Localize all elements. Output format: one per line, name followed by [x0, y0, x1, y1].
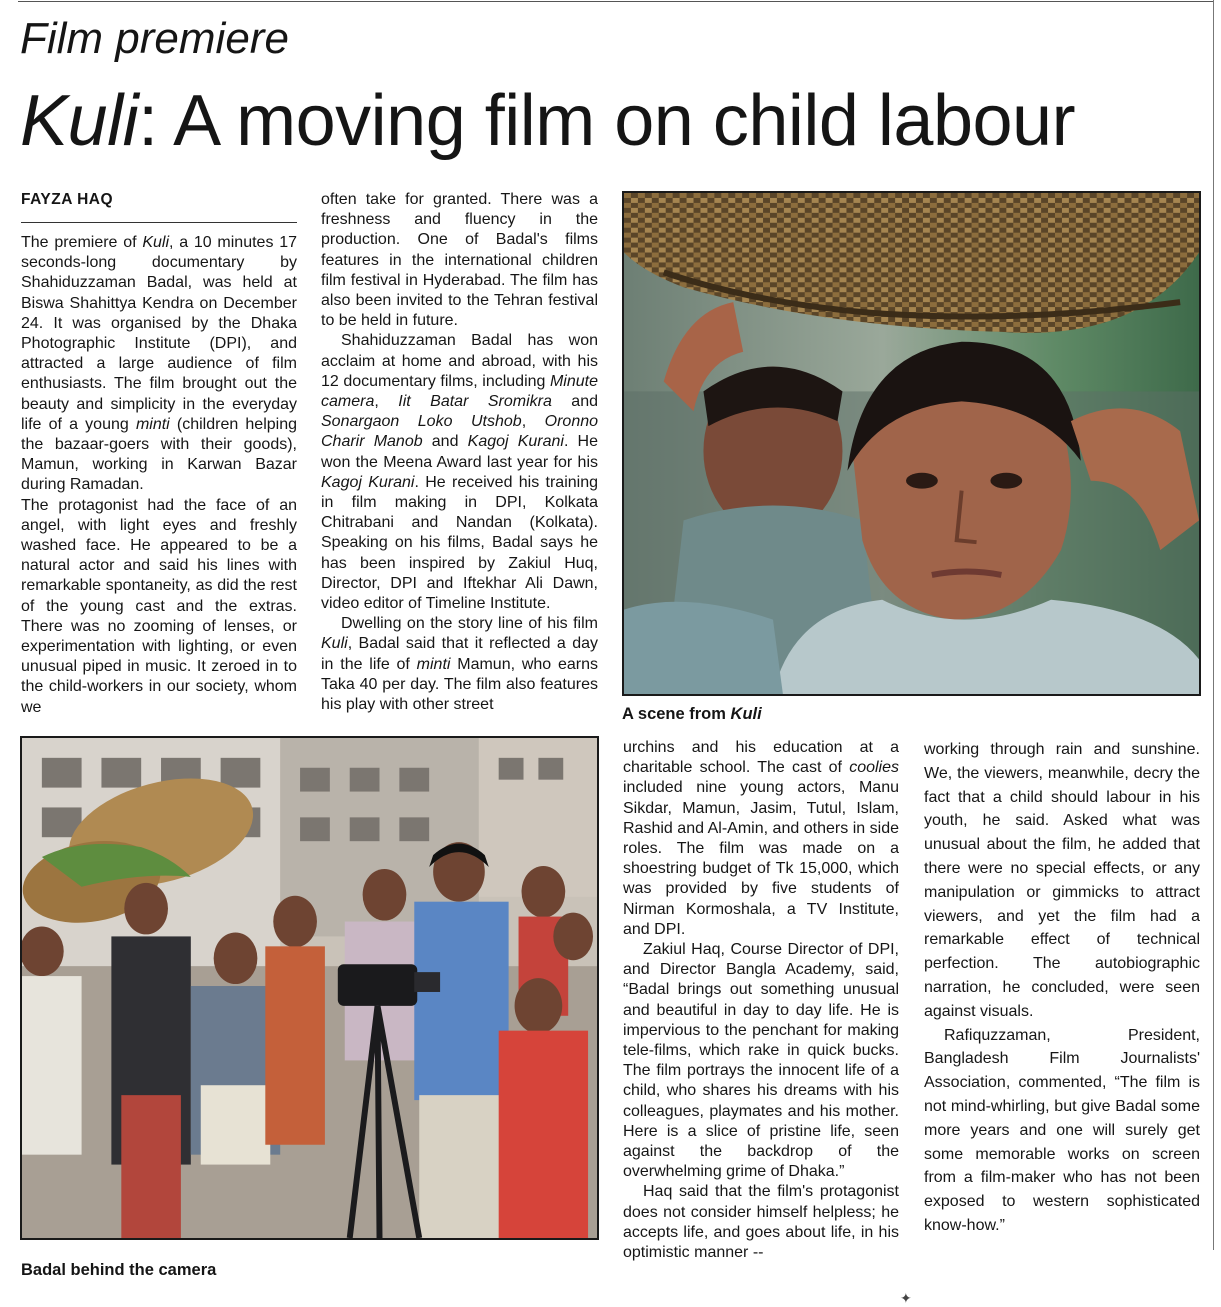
paragraph: working through rain and sunshine. We, the viewers, meanwhile, decry the fact that a child should labour in his youth, he said. Asked what was unusual about the film, he added that there were no special effects, or any manipulation or gimmicks to attract viewers, and yet the film had a remarkable effect of technical perfection. The autobiographic narration, he concluded, were seen against visuals.: [924, 741, 1200, 1020]
byline-rule: [21, 222, 297, 223]
end-ornament-icon: ✦: [900, 1290, 912, 1306]
paragraph: The premiere of Kuli, a 10 minutes 17 seconds-long documentary by Shahiduzzaman Badal, was held at Biswa Shahittya Kendra on December 24. It was organised by the Dhaka Photographic Institute (DPI), and attracted a large audience of film enthusiasts. The film brought out the beauty and simplicity in the everyday life of a young minti (children helping the bazaar-goers with their goods), Mamun, working in Karwan Bazar during Ramadan.: [21, 234, 297, 494]
article-column-3: [623, 738, 899, 1288]
headline-film-title: Kuli: [20, 81, 139, 161]
photo-caption-scene: A scene from Kuli: [622, 705, 762, 723]
paragraph: Rafiquzzaman, President, Bangladesh Film Journalists' Association, commented, “The film is not mind-whirling, but give Badal some more years and one will surely get some memorable works on screen from a film-maker who has not been exposed to western sophisticated know-how.”: [924, 1026, 1200, 1234]
article-column-2: [321, 190, 598, 725]
paragraph: The protagonist had the face of an angel, with light eyes and freshly washed face. He appeared to be a natural actor and said his lines with remarkable spontaneity, as did the rest of the young cast and the extras. There was no zooming of lenses, or experimentation with lighting, or even unusual piped in music. It zeroed in to the child-workers in our society, whom we: [21, 496, 297, 716]
byline: FAYZA HAQ: [21, 191, 114, 208]
paragraph: Zakiul Haq, Course Director of DPI, and Director Bangla Academy, said, “Badal brings out something unusual and beautiful in day to day life. He is impervious to the penchant for making tele-films, which rake in quick bucks. The film portrays the innocent life of a child, who shares his dreams with his colleagues, playmates and his mother. Here is a slice of pristine life, seen against the backdrop of the overwhelming grime of Dhaka.”: [623, 941, 899, 1181]
headline: [20, 80, 1075, 162]
section-kicker: Film premiere: [20, 14, 289, 63]
paragraph: Dwelling on the story line of his film Kuli, Badal said that it reflected a day in the life of minti Mamun, who earns Taka 40 per day. The film also features his play with other street: [321, 615, 598, 714]
top-rule: [18, 1, 1214, 2]
paragraph: often take for granted. There was a freshness and fluency in the production. One of Badal's films features in the international children film festival in Hyderabad. The film has also been invited to the Tehran festival to be held in future.: [321, 191, 598, 330]
headline-rest: : A moving film on child labour: [138, 81, 1076, 161]
paragraph: Haq said that the film's protagonist does not consider himself helpless; he accepts life, and goes about life, in his optimistic manner --: [623, 1183, 899, 1262]
article-column-1: [21, 233, 297, 725]
badal-camera-illustration: [22, 738, 597, 1238]
right-rule: [1213, 0, 1214, 1250]
film-scene-illustration: [624, 193, 1199, 694]
badal-camera-photo: [20, 736, 599, 1240]
photo-caption-badal: Badal behind the camera: [21, 1261, 217, 1279]
paragraph: Shahiduzzaman Badal has won acclaim at home and abroad, with his 12 documentary films, including Minute camera, Iit Batar Sromikra and Sonargaon Loko Utshob, Oronno Charir Manob and Kagoj Kurani. He won the Meena Award last year for his Kagoj Kurani. He received his training in film making in DPI, Kolkata Chitrabani and Nandan (Kolkata). Speaking on his films, Badal says he has been inspired by Zakiul Huq, Director, DPI and Iftekhar Ali Dawn, video editor of Timeline Institute.: [321, 332, 598, 613]
film-scene-photo: [622, 191, 1201, 696]
paragraph: urchins and his education at a charitable school. The cast of coolies included nine young actors, Manu Sikdar, Mamun, Jasim, Tutul, Islam, Rashid and Al-Amin, and others in side roles. The film was made on a shoestring budget of Tk 15,000, which was provided by five students of Nirman Kormoshala, a TV Institute, and DPI.: [623, 739, 899, 938]
article-column-4: [924, 738, 1200, 1288]
